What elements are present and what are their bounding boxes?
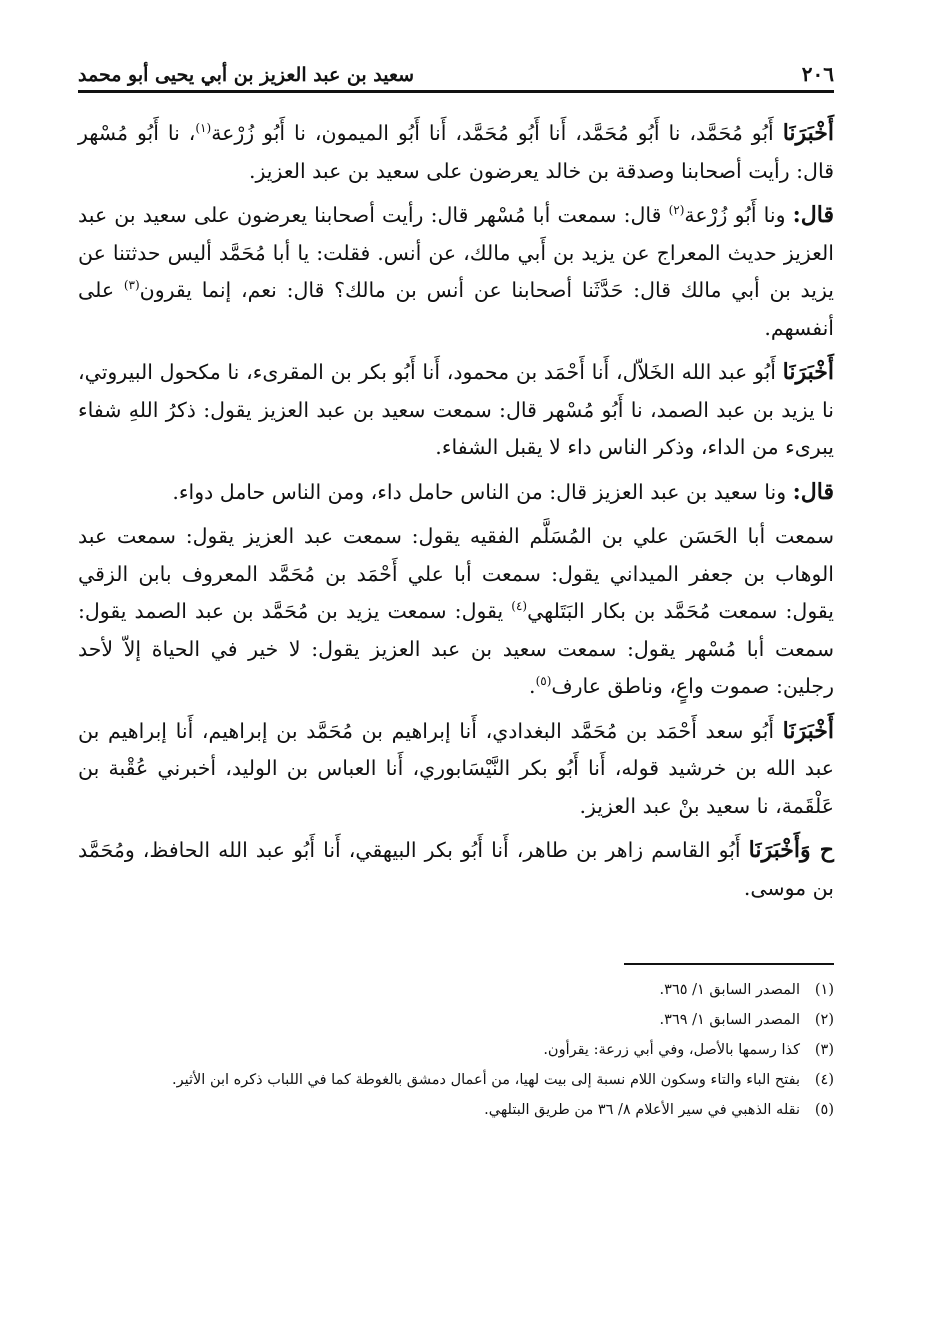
- footnote-item: [78, 977, 834, 1004]
- paragraph-text: ونا سعيد بن عبد العزيز قال: من الناس حامل داء، ومن الناس حامل دواء.: [172, 479, 793, 504]
- footnote-number: (٢): [814, 1012, 834, 1028]
- paragraph-5: [78, 518, 834, 706]
- paragraph-text: على أنفسهم.: [78, 278, 834, 340]
- paragraph-4: [78, 474, 834, 512]
- paragraph-text: .: [529, 674, 536, 698]
- footnote-ref: (٢): [668, 203, 685, 218]
- paragraph-lead: قال:: [792, 478, 834, 505]
- footnote-number: (٥): [814, 1102, 834, 1118]
- paragraph-text: أَبُو عبد الله الخَلاّل، أَنا أَحْمَد بن محمود، أَنا أَبُو بكر بن المقرىء، نا مكحول البيروتي، نا يزيد بن عبد الصمد، نا أَبُو مُسْهر قال: سمعت سعيد بن عبد العزيز يقول: ذكرُ اللهِ شفاء يبرىء من الداء، وذكر الناس داء لا يقبل الشفاء.: [78, 360, 834, 459]
- paragraph-text: ، نا أَبُو مُسْهر قال: رأيت أصحابنا وصدقة بن خالد يعرضون على سعيد بن عبد العزيز.: [78, 121, 834, 183]
- paragraph-text: أَبُو سعد أَحْمَد بن مُحَمَّد البغدادي، أَنا إبراهيم بن مُحَمَّد بن إبراهيم، أَنا إبراهيم بن عبد الله بن خرشيد قوله، أَنا أَبُو بكر النَّيْسَابوري، أَنا العباس بن الوليد، أخبرني عُقْبة بن عَلْقَمة، نا سعيد بنْ عبد العزيز.: [78, 718, 834, 818]
- footnote-item: [78, 1037, 834, 1064]
- footnote-number: (٣): [814, 1042, 834, 1058]
- footnote-text: نقله الذهبي في سير الأعلام ٨/ ٣٦ من طريق البتلهي.: [484, 1102, 800, 1118]
- paragraph-1: [78, 115, 834, 190]
- footnote-ref: (٥): [535, 674, 552, 689]
- paragraph-lead: أَخْبَرَنَا: [782, 717, 834, 744]
- footnote-ref: (٣): [123, 278, 140, 293]
- paragraph-6: [78, 713, 834, 826]
- page-header: [78, 52, 834, 93]
- footnote-text: كذا رسمها بالأصل، وفي أبي زرعة: يقرأون.: [543, 1042, 800, 1058]
- footnote-item: [78, 1097, 834, 1124]
- paragraph-lead: ح وَأَخْبَرَنَا: [748, 837, 834, 863]
- footnote-ref: (٤): [511, 599, 528, 614]
- paragraph-text: أَبُو مُحَمَّد، نا أَبُو مُحَمَّد، أَنا أَبُو مُحَمَّد، أَنا أَبُو الميمون، نا أَبُو زُرْعة: [211, 121, 783, 145]
- footnote-number: (١): [814, 982, 834, 998]
- footnote-ref: (١): [195, 121, 212, 136]
- paragraph-lead: أَخْبَرَنَا: [782, 359, 834, 385]
- footnote-item: [78, 1007, 834, 1034]
- footnote-text: بفتح الباء والتاء وسكون اللام نسبة إلى بيت لهيا، من أعمال دمشق بالغوطة كما في اللباب ذكره ابن الأثير.: [172, 1072, 800, 1088]
- paragraph-2: [78, 197, 834, 347]
- paragraph-3: [78, 354, 834, 467]
- footnote-divider: [624, 963, 834, 965]
- paragraph-text: سمعت أبا الحَسَن علي بن المُسَلَّم الفقيه يقول: سمعت عبد العزيز يقول: سمعت عبد الوهاب بن جعفر الميداني يقول: سمعت أبا علي أَحْمَد بن مُحَمَّد المعروف بابن الزقي يقول: سمعت مُحَمَّد بن بكار البَتَلهي: [78, 524, 834, 623]
- footnotes: [78, 977, 834, 1124]
- paragraph-text: يقول: سمعت يزيد بن مُحَمَّد بن عبد الصمد يقول: سمعت أبا مُسْهر يقول: سمعت سعيد بن عبد العزيز يقول: لا خير في الحياة إلاّ لأحد رجلين: صموت واعٍ، وناطق عارف: [78, 599, 834, 698]
- paragraph-lead: أَخْبَرَنَا: [782, 120, 835, 146]
- main-text: [78, 115, 834, 907]
- footnote-number: (٤): [814, 1072, 834, 1088]
- paragraph-text: ونا أَبُو زُرْعة: [684, 203, 793, 227]
- paragraph-text: قال: سمعت أبا مُسْهر قال: رأيت أصحابنا يعرضون على سعيد بن عبد العزيز حديث المعراج عن يزيد بن أَبي مالك، عن أنس. فقلت: يا أبا مُحَمَّد أليس حدثتنا عن يزيد بن أبي مالك قال: حَدَّثَنا أصحابنا عن أنس بن مالك؟ قال: نعم، إنما يقرون: [78, 203, 834, 302]
- page-number: ٢٠٦: [801, 62, 834, 86]
- footnote-item: [78, 1067, 834, 1094]
- paragraph-7: [78, 832, 834, 907]
- paragraph-text: أَبُو القاسم زاهر بن طاهر، أَنا أَبُو بكر البيهقي، أَنا أَبُو عبد الله الحافظ، ومُحَمَّد بن موسى.: [78, 838, 834, 900]
- footnote-text: المصدر السابق ١/ ٣٦٩.: [659, 1012, 800, 1028]
- footnote-text: المصدر السابق ١/ ٣٦٥.: [659, 982, 800, 998]
- book-page: [78, 52, 834, 1127]
- paragraph-lead: قال:: [792, 202, 834, 228]
- running-title: سعيد بن عبد العزيز بن أبي يحيى أبو محمد: [78, 64, 415, 86]
